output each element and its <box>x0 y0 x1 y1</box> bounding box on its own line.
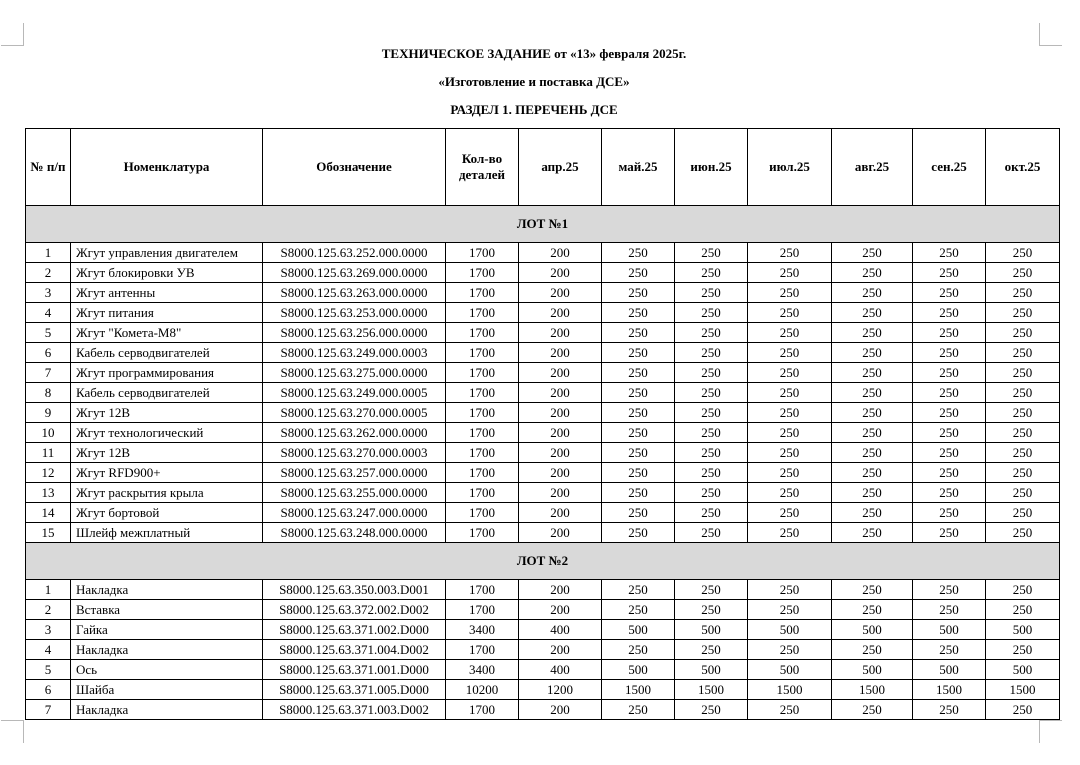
month-quantity: 250 <box>986 600 1060 620</box>
item-name: Жгут раскрытия крыла <box>71 483 263 503</box>
month-quantity: 250 <box>913 323 986 343</box>
item-quantity: 1700 <box>446 423 519 443</box>
table-row <box>26 243 1060 263</box>
table-header-row <box>26 129 1060 206</box>
month-quantity: 250 <box>986 243 1060 263</box>
month-quantity: 1500 <box>602 680 675 700</box>
item-designation: S8000.125.63.371.003.D002 <box>263 700 446 720</box>
month-quantity: 250 <box>748 463 832 483</box>
month-quantity: 250 <box>602 503 675 523</box>
month-quantity: 250 <box>913 343 986 363</box>
item-quantity: 1700 <box>446 363 519 383</box>
month-quantity: 250 <box>913 283 986 303</box>
item-name: Шайба <box>71 680 263 700</box>
row-number: 6 <box>26 343 71 363</box>
table-body <box>26 206 1060 720</box>
month-quantity: 250 <box>675 640 748 660</box>
month-quantity: 250 <box>986 523 1060 543</box>
month-quantity: 250 <box>675 423 748 443</box>
row-number: 9 <box>26 403 71 423</box>
month-quantity: 250 <box>748 263 832 283</box>
item-name: Ось <box>71 660 263 680</box>
month-quantity: 250 <box>602 263 675 283</box>
month-quantity: 250 <box>832 383 913 403</box>
month-quantity: 250 <box>748 243 832 263</box>
header-month: окт.25 <box>986 129 1060 206</box>
item-designation: S8000.125.63.372.002.D002 <box>263 600 446 620</box>
month-quantity: 500 <box>675 660 748 680</box>
month-quantity: 200 <box>519 243 602 263</box>
month-quantity: 250 <box>675 463 748 483</box>
item-designation: S8000.125.63.249.000.0003 <box>263 343 446 363</box>
page-corner-mark-top-left <box>1 23 24 46</box>
month-quantity: 250 <box>748 363 832 383</box>
row-number: 15 <box>26 523 71 543</box>
month-quantity: 250 <box>675 243 748 263</box>
document-subtitle: «Изготовление и поставка ДСЕ» <box>438 74 630 89</box>
table-row <box>26 383 1060 403</box>
header-month: сен.25 <box>913 129 986 206</box>
month-quantity: 200 <box>519 323 602 343</box>
row-number: 5 <box>26 323 71 343</box>
item-quantity: 1700 <box>446 383 519 403</box>
month-quantity: 250 <box>913 640 986 660</box>
item-name: Кабель серводвигателей <box>71 343 263 363</box>
month-quantity: 250 <box>913 383 986 403</box>
table-row <box>26 640 1060 660</box>
item-designation: S8000.125.63.247.000.0000 <box>263 503 446 523</box>
item-designation: S8000.125.63.270.000.0005 <box>263 403 446 423</box>
item-name: Жгут антенны <box>71 283 263 303</box>
month-quantity: 250 <box>832 443 913 463</box>
month-quantity: 200 <box>519 523 602 543</box>
month-quantity: 500 <box>602 660 675 680</box>
month-quantity: 250 <box>675 600 748 620</box>
item-quantity: 1700 <box>446 523 519 543</box>
table-row <box>26 463 1060 483</box>
row-number: 4 <box>26 303 71 323</box>
month-quantity: 250 <box>832 463 913 483</box>
month-quantity: 250 <box>986 403 1060 423</box>
header-qty: Кол-во деталей <box>446 129 519 206</box>
month-quantity: 500 <box>832 620 913 640</box>
month-quantity: 400 <box>519 620 602 640</box>
month-quantity: 1500 <box>913 680 986 700</box>
item-designation: S8000.125.63.371.001.D000 <box>263 660 446 680</box>
month-quantity: 250 <box>913 423 986 443</box>
row-number: 14 <box>26 503 71 523</box>
month-quantity: 250 <box>602 640 675 660</box>
month-quantity: 250 <box>832 483 913 503</box>
month-quantity: 250 <box>602 483 675 503</box>
header-month: май.25 <box>602 129 675 206</box>
month-quantity: 250 <box>748 343 832 363</box>
month-quantity: 200 <box>519 423 602 443</box>
item-designation: S8000.125.63.275.000.0000 <box>263 363 446 383</box>
month-quantity: 250 <box>913 263 986 283</box>
item-name: Жгут RFD900+ <box>71 463 263 483</box>
month-quantity: 200 <box>519 580 602 600</box>
month-quantity: 250 <box>602 323 675 343</box>
table-row <box>26 423 1060 443</box>
item-name: Жгут питания <box>71 303 263 323</box>
month-quantity: 250 <box>832 303 913 323</box>
header-month: июл.25 <box>748 129 832 206</box>
month-quantity: 250 <box>832 323 913 343</box>
page-corner-mark-bottom-right <box>1039 720 1062 743</box>
month-quantity: 250 <box>832 700 913 720</box>
lot-header-row <box>26 206 1060 243</box>
row-number: 7 <box>26 363 71 383</box>
item-designation: S8000.125.63.269.000.0000 <box>263 263 446 283</box>
month-quantity: 250 <box>832 580 913 600</box>
month-quantity: 250 <box>986 343 1060 363</box>
item-quantity: 1700 <box>446 503 519 523</box>
month-quantity: 500 <box>748 620 832 640</box>
item-quantity: 1700 <box>446 263 519 283</box>
month-quantity: 500 <box>913 660 986 680</box>
month-quantity: 200 <box>519 463 602 483</box>
month-quantity: 250 <box>602 343 675 363</box>
item-designation: S8000.125.63.270.000.0003 <box>263 443 446 463</box>
month-quantity: 250 <box>986 443 1060 463</box>
lot-label: ЛОТ №2 <box>26 543 1060 580</box>
item-designation: S8000.125.63.371.002.D000 <box>263 620 446 640</box>
month-quantity: 250 <box>675 323 748 343</box>
month-quantity: 250 <box>748 443 832 463</box>
item-designation: S8000.125.63.263.000.0000 <box>263 283 446 303</box>
month-quantity: 250 <box>748 600 832 620</box>
parts-table <box>25 128 1060 720</box>
month-quantity: 250 <box>675 283 748 303</box>
month-quantity: 250 <box>986 263 1060 283</box>
month-quantity: 250 <box>986 580 1060 600</box>
section-title: РАЗДЕЛ 1. ПЕРЕЧЕНЬ ДСЕ <box>450 102 618 117</box>
row-number: 1 <box>26 243 71 263</box>
month-quantity: 500 <box>986 620 1060 640</box>
item-designation: S8000.125.63.350.003.D001 <box>263 580 446 600</box>
month-quantity: 250 <box>748 483 832 503</box>
month-quantity: 250 <box>832 403 913 423</box>
month-quantity: 250 <box>602 243 675 263</box>
month-quantity: 250 <box>832 640 913 660</box>
table-row <box>26 503 1060 523</box>
month-quantity: 250 <box>913 403 986 423</box>
table-row <box>26 483 1060 503</box>
month-quantity: 250 <box>748 700 832 720</box>
row-number: 2 <box>26 263 71 283</box>
month-quantity: 1200 <box>519 680 602 700</box>
item-designation: S8000.125.63.262.000.0000 <box>263 423 446 443</box>
month-quantity: 500 <box>675 620 748 640</box>
table-row <box>26 403 1060 423</box>
table-row <box>26 343 1060 363</box>
month-quantity: 250 <box>602 580 675 600</box>
item-name: Гайка <box>71 620 263 640</box>
item-quantity: 1700 <box>446 640 519 660</box>
month-quantity: 250 <box>986 463 1060 483</box>
row-number: 5 <box>26 660 71 680</box>
row-number: 13 <box>26 483 71 503</box>
month-quantity: 250 <box>602 363 675 383</box>
table-row <box>26 283 1060 303</box>
item-name: Жгут "Комета-М8" <box>71 323 263 343</box>
table-row <box>26 580 1060 600</box>
month-quantity: 200 <box>519 383 602 403</box>
item-quantity: 1700 <box>446 283 519 303</box>
month-quantity: 250 <box>913 700 986 720</box>
month-quantity: 200 <box>519 700 602 720</box>
item-quantity: 1700 <box>446 700 519 720</box>
month-quantity: 200 <box>519 283 602 303</box>
month-quantity: 200 <box>519 363 602 383</box>
row-number: 1 <box>26 580 71 600</box>
item-quantity: 1700 <box>446 343 519 363</box>
table-row <box>26 680 1060 700</box>
item-quantity: 3400 <box>446 620 519 640</box>
item-quantity: 10200 <box>446 680 519 700</box>
table-row <box>26 523 1060 543</box>
month-quantity: 250 <box>602 700 675 720</box>
month-quantity: 250 <box>832 283 913 303</box>
month-quantity: 1500 <box>986 680 1060 700</box>
month-quantity: 250 <box>675 580 748 600</box>
item-name: Шлейф межплатный <box>71 523 263 543</box>
item-designation: S8000.125.63.257.000.0000 <box>263 463 446 483</box>
lot-header-row <box>26 543 1060 580</box>
row-number: 6 <box>26 680 71 700</box>
item-quantity: 3400 <box>446 660 519 680</box>
item-name: Жгут управления двигателем <box>71 243 263 263</box>
month-quantity: 250 <box>986 283 1060 303</box>
month-quantity: 500 <box>832 660 913 680</box>
month-quantity: 250 <box>986 423 1060 443</box>
item-quantity: 1700 <box>446 243 519 263</box>
row-number: 11 <box>26 443 71 463</box>
month-quantity: 250 <box>748 283 832 303</box>
item-designation: S8000.125.63.255.000.0000 <box>263 483 446 503</box>
item-designation: S8000.125.63.256.000.0000 <box>263 323 446 343</box>
month-quantity: 250 <box>748 580 832 600</box>
month-quantity: 250 <box>913 443 986 463</box>
month-quantity: 250 <box>675 443 748 463</box>
item-name: Накладка <box>71 700 263 720</box>
month-quantity: 250 <box>602 303 675 323</box>
item-quantity: 1700 <box>446 483 519 503</box>
item-name: Вставка <box>71 600 263 620</box>
month-quantity: 250 <box>986 363 1060 383</box>
month-quantity: 250 <box>748 503 832 523</box>
row-number: 3 <box>26 620 71 640</box>
item-quantity: 1700 <box>446 580 519 600</box>
document-title: ТЕХНИЧЕСКОЕ ЗАДАНИЕ от «13» февраля 2025г. <box>381 46 687 61</box>
month-quantity: 250 <box>675 483 748 503</box>
month-quantity: 250 <box>913 243 986 263</box>
month-quantity: 250 <box>832 423 913 443</box>
item-designation: S8000.125.63.371.004.D002 <box>263 640 446 660</box>
month-quantity: 250 <box>675 383 748 403</box>
item-name: Жгут 12В <box>71 403 263 423</box>
month-quantity: 250 <box>986 503 1060 523</box>
month-quantity: 250 <box>913 503 986 523</box>
item-designation: S8000.125.63.252.000.0000 <box>263 243 446 263</box>
month-quantity: 400 <box>519 660 602 680</box>
month-quantity: 250 <box>913 363 986 383</box>
month-quantity: 250 <box>602 600 675 620</box>
month-quantity: 250 <box>675 503 748 523</box>
month-quantity: 250 <box>913 600 986 620</box>
month-quantity: 250 <box>832 263 913 283</box>
month-quantity: 500 <box>913 620 986 640</box>
table-row <box>26 323 1060 343</box>
month-quantity: 250 <box>832 503 913 523</box>
month-quantity: 250 <box>986 303 1060 323</box>
item-quantity: 1700 <box>446 443 519 463</box>
header-name: Номенклатура <box>71 129 263 206</box>
month-quantity: 250 <box>675 403 748 423</box>
table-row <box>26 303 1060 323</box>
month-quantity: 250 <box>748 423 832 443</box>
item-designation: S8000.125.63.253.000.0000 <box>263 303 446 323</box>
month-quantity: 250 <box>913 483 986 503</box>
month-quantity: 250 <box>913 523 986 543</box>
item-designation: S8000.125.63.248.000.0000 <box>263 523 446 543</box>
header-month: авг.25 <box>832 129 913 206</box>
month-quantity: 250 <box>675 303 748 323</box>
month-quantity: 250 <box>748 383 832 403</box>
row-number: 2 <box>26 600 71 620</box>
header-month: июн.25 <box>675 129 748 206</box>
table-row <box>26 700 1060 720</box>
month-quantity: 250 <box>832 363 913 383</box>
month-quantity: 250 <box>832 600 913 620</box>
month-quantity: 200 <box>519 483 602 503</box>
row-number: 12 <box>26 463 71 483</box>
table-row <box>26 660 1060 680</box>
month-quantity: 250 <box>602 463 675 483</box>
month-quantity: 250 <box>832 343 913 363</box>
month-quantity: 250 <box>602 403 675 423</box>
row-number: 10 <box>26 423 71 443</box>
month-quantity: 250 <box>602 283 675 303</box>
month-quantity: 200 <box>519 600 602 620</box>
item-name: Жгут бортовой <box>71 503 263 523</box>
month-quantity: 250 <box>602 383 675 403</box>
month-quantity: 250 <box>675 343 748 363</box>
month-quantity: 250 <box>986 323 1060 343</box>
page-corner-mark-top-right <box>1039 23 1062 46</box>
month-quantity: 250 <box>832 243 913 263</box>
table-row <box>26 600 1060 620</box>
month-quantity: 250 <box>748 403 832 423</box>
row-number: 7 <box>26 700 71 720</box>
month-quantity: 500 <box>748 660 832 680</box>
row-number: 8 <box>26 383 71 403</box>
month-quantity: 200 <box>519 263 602 283</box>
item-quantity: 1700 <box>446 600 519 620</box>
item-name: Жгут 12В <box>71 443 263 463</box>
month-quantity: 1500 <box>832 680 913 700</box>
item-designation: S8000.125.63.249.000.0005 <box>263 383 446 403</box>
item-quantity: 1700 <box>446 463 519 483</box>
row-number: 3 <box>26 283 71 303</box>
table-row <box>26 620 1060 640</box>
item-name: Жгут программирования <box>71 363 263 383</box>
item-quantity: 1700 <box>446 303 519 323</box>
month-quantity: 1500 <box>748 680 832 700</box>
month-quantity: 250 <box>602 423 675 443</box>
item-name: Накладка <box>71 640 263 660</box>
row-number: 4 <box>26 640 71 660</box>
month-quantity: 250 <box>675 523 748 543</box>
header-designation: Обозначение <box>263 129 446 206</box>
month-quantity: 200 <box>519 403 602 423</box>
item-name: Накладка <box>71 580 263 600</box>
month-quantity: 200 <box>519 503 602 523</box>
month-quantity: 250 <box>602 523 675 543</box>
month-quantity: 200 <box>519 343 602 363</box>
month-quantity: 250 <box>986 383 1060 403</box>
month-quantity: 500 <box>986 660 1060 680</box>
month-quantity: 250 <box>748 323 832 343</box>
month-quantity: 250 <box>748 303 832 323</box>
header-num: № п/п <box>26 129 71 206</box>
month-quantity: 250 <box>913 580 986 600</box>
month-quantity: 250 <box>986 483 1060 503</box>
month-quantity: 250 <box>986 640 1060 660</box>
month-quantity: 250 <box>913 303 986 323</box>
month-quantity: 200 <box>519 443 602 463</box>
item-name: Кабель серводвигателей <box>71 383 263 403</box>
month-quantity: 250 <box>675 700 748 720</box>
item-designation: S8000.125.63.371.005.D000 <box>263 680 446 700</box>
month-quantity: 500 <box>602 620 675 640</box>
month-quantity: 250 <box>675 363 748 383</box>
month-quantity: 250 <box>913 463 986 483</box>
page-corner-mark-bottom-left <box>1 720 24 743</box>
month-quantity: 250 <box>832 523 913 543</box>
month-quantity: 250 <box>748 523 832 543</box>
item-name: Жгут блокировки УВ <box>71 263 263 283</box>
item-name: Жгут технологический <box>71 423 263 443</box>
month-quantity: 200 <box>519 303 602 323</box>
item-quantity: 1700 <box>446 323 519 343</box>
table-row <box>26 263 1060 283</box>
header-month: апр.25 <box>519 129 602 206</box>
month-quantity: 250 <box>675 263 748 283</box>
lot-label: ЛОТ №1 <box>26 206 1060 243</box>
item-quantity: 1700 <box>446 403 519 423</box>
table-row <box>26 363 1060 383</box>
month-quantity: 1500 <box>675 680 748 700</box>
month-quantity: 250 <box>602 443 675 463</box>
table-row <box>26 443 1060 463</box>
month-quantity: 250 <box>986 700 1060 720</box>
month-quantity: 250 <box>748 640 832 660</box>
month-quantity: 200 <box>519 640 602 660</box>
